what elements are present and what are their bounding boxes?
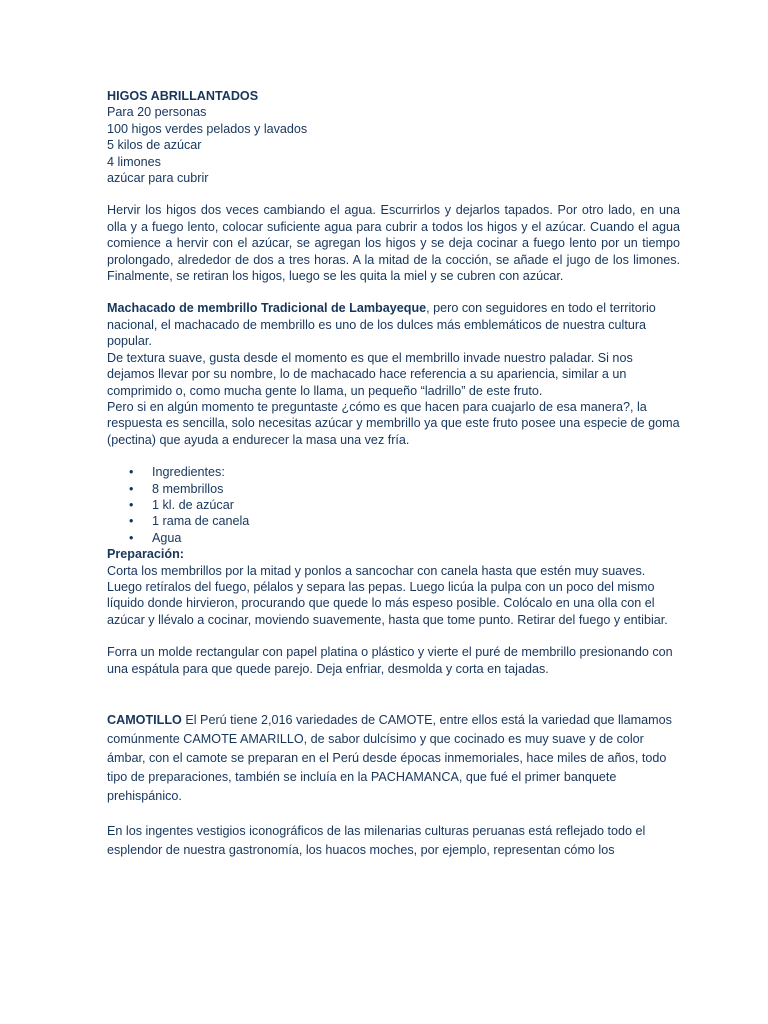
list-item: • 1 kl. de azúcar	[129, 497, 234, 512]
camotillo-title: CAMOTILLO	[107, 713, 182, 727]
preparation-text: Corta los membrillos por la mitad y ponlos a sancochar con canela hasta que estén muy suaves. Luego retíralos del fuego, pélalos y separa las pepas. Luego licúa la pulpa con un poco del mismo líquido donde hirvieron, procurando que quede lo más espeso posible. Colócalo en una olla con el azúcar y llévalo a cocinar, moviendo suavemente, hasta que tome punto. Retirar del fuego y entibiar.	[107, 563, 668, 627]
recipe1-title: HIGOS ABRILLANTADOS	[107, 89, 259, 103]
list-item: • 8 membrillos	[129, 481, 224, 496]
preparation-heading: Preparación:	[107, 547, 184, 562]
bullet-icon: •	[129, 465, 134, 480]
ingredients-list	[107, 464, 680, 546]
recipe1-line: 5 kilos de azúcar	[107, 138, 202, 153]
recipe1-line: Para 20 personas	[107, 105, 207, 120]
recipe2-paragraph: De textura suave, gusta desde el momento es que el membrillo invade nuestro paladar. Si nos dejamos llevar por su nombre, lo de machacado hace referencia a su apariencia, similar a un comprimido o, como mucha gente lo llama, un pequeño “ladrillo” de este fruto.	[107, 350, 633, 398]
recipe1-line: 4 limones	[107, 154, 161, 169]
bullet-icon: •	[129, 481, 134, 496]
list-item: • Ingredientes:	[129, 465, 225, 480]
list-item: • 1 rama de canela	[129, 514, 250, 529]
mold-text: Forra un molde rectangular con papel platina o plástico y vierte el puré de membrillo presionando con una espátula para que quede parejo. Deja enfriar, desmolda y corta en tajadas.	[107, 645, 673, 676]
recipe1-line: azúcar para cubrir	[107, 171, 209, 186]
recipe2-paragraph: Pero si en algún momento te preguntaste ¿cómo es que hacen para cuajarlo de esa manera?, la respuesta es sencilla, solo necesitas azúcar y membrillo ya que este fruto posee una especie de goma (pectina) que ayuda a endurecer la masa una vez fría.	[107, 399, 680, 447]
bullet-icon: •	[129, 514, 134, 529]
bullet-icon: •	[129, 497, 134, 512]
recipe2-intro-text: , pero con seguidores en todo el territorio nacional, el machacado de membrillo es uno de los dulces más emblemáticos de nuestra cultura popular.	[107, 301, 656, 349]
recipe1-line: 100 higos verdes pelados y lavados	[107, 121, 308, 136]
list-item: • Agua	[129, 530, 182, 545]
camotillo-paragraph-2: En los ingentes vestigios iconográficos de las milenarias culturas peruanas está reflejado todo el esplendor de nuestra gastronomía, los huacos moches, por ejemplo, representan cómo los	[107, 824, 646, 857]
recipe1-instructions: Hervir los higos dos veces cambiando el agua. Escurrirlos y dejarlos tapados. Por otro lado, en una olla y a fuego lento, colocar suficiente agua para cubrir a todos los higos y el azúcar. Cuando el agua comience a hervir con el azúcar, se agregan los higos y se deja cocinar a fuego lento por un tiempo prolongado, alrededor de dos a tres horas. A la mitad de la cocción, se añade el jugo de los limones. Finalmente, se retiran los higos, luego se les quita la miel y se cubren con azúcar.	[107, 203, 680, 284]
bullet-icon: •	[129, 530, 134, 545]
recipe2-intro	[107, 300, 680, 349]
recipe2-title: Machacado de membrillo Tradicional de Lambayeque	[107, 301, 427, 316]
camotillo-paragraph: CAMOTILLO El Perú tiene 2,016 variedades de CAMOTE, entre ellos está la variedad que llamamos comúnmente CAMOTE AMARILLO, de sabor dulcísimo y que cocinado es muy suave y de color ámbar, con el camote se preparan en el Perú desde épocas inmemoriales, hace miles de años, todo tipo de preparaciones, también se incluía en la PACHAMANCA, que fué el primer banquete prehispánico.	[107, 713, 672, 803]
